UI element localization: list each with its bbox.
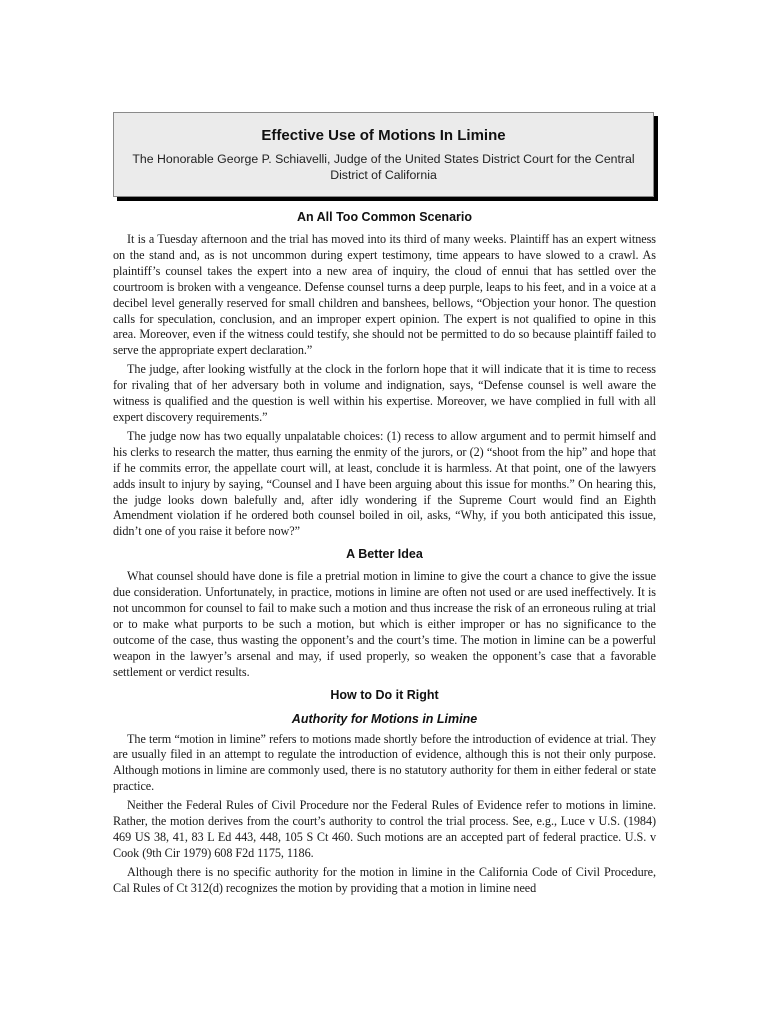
section-heading: A Better Idea xyxy=(346,547,423,562)
paragraph: The judge now has two equally unpalatable choices: (1) recess to allow argument and to permit himself and his clerks to research the matter, thus earning the enmity of the jurors, or (2) “shoot from the hip” and hope that if he commits error, the appellate court will, at least, conclude it is harmless. At that point, one of the lawyers adds insult to injury by saying, “Counsel and I have been arguing about this issue for months.” On hearing this, the judge looks down balefully and, after idly wondering if the Supreme Court would find an Eighth Amendment violation if he ordered both counsel boiled in oil, asks, “Why, if you both anticipated this issue, didn’t one of you raise it before now?” xyxy=(113,428,656,539)
section-heading: An All Too Common Scenario xyxy=(296,210,472,224)
document-subtitle: The Honorable George P. Schiavelli, Judge of the United States District Court for the Central District of California xyxy=(132,152,635,182)
paragraph: Neither the Federal Rules of Civil Procedure nor the Federal Rules of Evidence refer to motions in limine. Rather, the motion derives from the court’s authority to control the trial process. See, e.g., Luce v U.S. (1984) 469 US 38, 41, 83 L Ed 443, 448, 105 S Ct 460. Such motions are an accepted part of federal practice. U.S. v Cook (9th Cir 1979) 608 F2d 1175, 1186. xyxy=(113,798,656,860)
paragraph: The judge, after looking wistfully at the clock in the forlorn hope that it will indicate that it is time to recess for rivaling that of her adversary both in volume and indignation, says, “Defense counsel is well aware the witness is qualified and the question is well within his expertise. Moreover, we have complied in full with all expert discovery requirements.” xyxy=(113,362,656,424)
document-body xyxy=(113,208,656,900)
section-heading: How to Do it Right xyxy=(330,687,439,702)
paragraph: It is a Tuesday afternoon and the trial has moved into its third of many weeks. Plaintiff has an expert witness on the stand and, as is not uncommon during expert testimony, time appears to have slowed to a crawl. As plaintiff’s counsel takes the expert into a new area of inquiry, the cloud of ennui that has settled over the courtroom is broken with a vengeance. Defense counsel turns a deep purple, leaps to his feet, and in a voice at a decibel level generally reserved for small children and banshees, bellows, “Objection your honor. The question calls for speculation, conclusion, and an improper expert opinion. The expert is not qualified to opine in this area. Moreover, even if the witness could testify, she should not be permitted to do so because plaintiff failed to serve the appropriate expert declaration.” xyxy=(113,232,656,358)
paragraph: The term “motion in limine” refers to motions made shortly before the introduction of evidence at trial. They are usually filed in an attempt to regulate the introduction of evidence, although this is not their only purpose. Although motions in limine are commonly used, there is no statutory authority for them in either federal or state practice. xyxy=(113,731,656,794)
paragraph: Although there is no specific authority for the motion in limine in the California Code of Civil Procedure, Cal Rules of Ct 312(d) recognizes the motion by providing that a motion in limine need xyxy=(113,864,656,895)
paragraph: What counsel should have done is file a pretrial motion in limine to give the court a chance to give the issue due consideration. Unfortunately, in practice, motions in limine are often not used or are used ineffectively. It is not uncommon for counsel to fail to make such a motion and thus increase the risk of an erroneous ruling at trial or to make what purports to be such a motion, but which is either improper or has no significance to the outcome of the case, thus wasting the opponent’s and the court’s time. The motion in limine can be a powerful weapon in the lawyer’s arsenal and may, if used properly, so weaken the opponent’s case that a favorable settlement or verdict results. xyxy=(113,569,656,679)
title-box xyxy=(113,112,654,197)
subsection-heading: Authority for Motions in Limine xyxy=(291,711,478,726)
document-title: Effective Use of Motions In Limine xyxy=(261,127,506,144)
